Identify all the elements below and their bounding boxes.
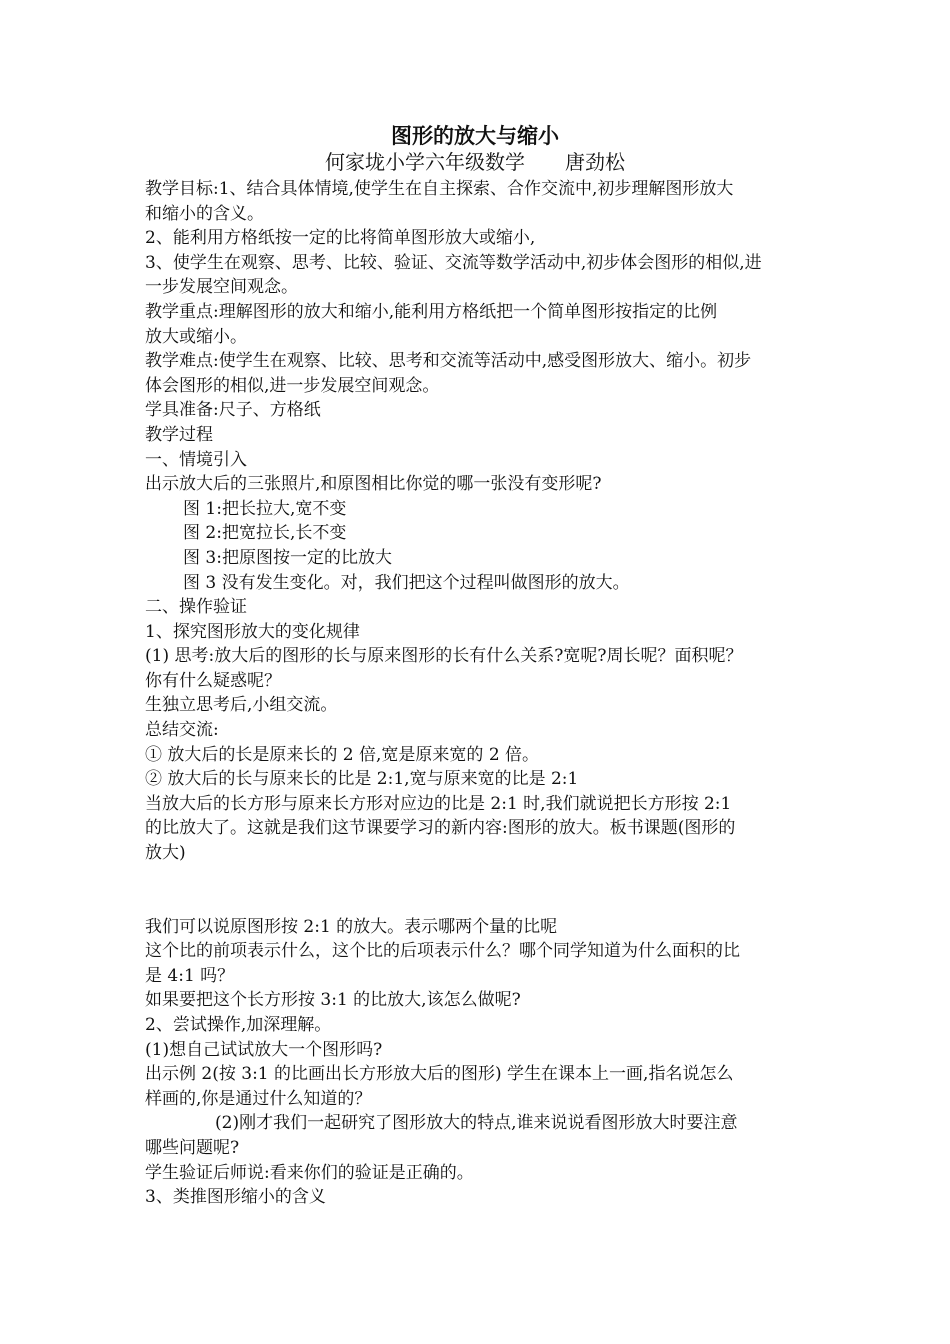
blank-space	[145, 866, 825, 915]
text-line: 放大或缩小。	[145, 326, 247, 347]
text-line: 教学目标:1、结合具体情境,使学生在自主探索、合作交流中,初步理解图形放大	[145, 179, 734, 199]
text-line: 二、操作验证	[145, 597, 247, 618]
text-line: 生独立思考后,小组交流。	[145, 695, 338, 716]
document-body	[145, 177, 825, 1210]
text-line: 和缩小的含义。	[145, 203, 264, 224]
text-line: 学具准备:尺子、方格纸	[145, 400, 321, 421]
text-line: 2、能利用方格纸按一定的比将简单图形放大或缩小,	[145, 228, 536, 249]
text-line: 图 1:把长拉大,宽不变	[183, 498, 347, 519]
text-line: 图 3:把原图按一定的比放大	[183, 547, 392, 568]
text-line: 教学过程	[145, 424, 213, 445]
text-line: 体会图形的相似,进一步发展空间观念。	[145, 375, 440, 396]
text-line: 是 4:1 吗？	[145, 965, 235, 986]
text-line: 图 3 没有发生变化。对，我们把这个过程叫做图形的放大。	[183, 572, 630, 593]
text-line: 出示放大后的三张照片,和原图相比你觉的哪一张没有变形呢?	[145, 474, 602, 495]
text-line: 如果要把这个长方形按 3:1 的比放大,该怎么做呢?	[145, 990, 521, 1011]
text-line: 这个比的前项表示什么，这个比的后项表示什么？哪个同学知道为什么面积的比	[145, 941, 740, 962]
text-line: 我们可以说原图形按 2:1 的放大。表示哪两个量的比呢	[145, 916, 558, 937]
text-line: 样画的,你是通过什么知道的？	[145, 1088, 372, 1109]
school-name: 何家垅小学六年级数学	[325, 150, 525, 174]
text-line: 一、情境引入	[145, 449, 247, 470]
author-name: 唐劲松	[565, 150, 625, 174]
text-line: 你有什么疑惑呢？	[145, 670, 281, 691]
text-line: 出示例 2(按 3:1 的比画出长方形放大后的图形) 学生在课本上一画,指名说怎么	[145, 1064, 734, 1085]
text-line: 3、使学生在观察、思考、比较、验证、交流等数学活动中,初步体会图形的相似,进	[145, 252, 762, 273]
text-line: 放大)	[145, 843, 186, 864]
text-line: (1)想自己试试放大一个图形吗?	[145, 1039, 383, 1060]
text-line: 2、尝试操作,加深理解。	[145, 1015, 332, 1035]
text-line: 3、类推图形缩小的含义	[145, 1187, 326, 1208]
text-line: 总结交流:	[145, 720, 219, 741]
document-title: 图形的放大与缩小	[391, 123, 559, 148]
text-line: ① 放大后的长是原来长的 2 倍,宽是原来宽的 2 倍。	[145, 744, 540, 765]
text-line: 图 2:把宽拉长,长不变	[183, 523, 347, 544]
text-line: 哪些问题呢?	[145, 1137, 240, 1158]
text-line: 当放大后的长方形与原来长方形对应边的比是 2:1 时,我们就说把长方形按 2:1	[145, 793, 732, 814]
text-line: (1) 思考:放大后的图形的长与原来图形的长有什么关系?宽呢?周长呢？面积呢？	[145, 646, 743, 667]
document-subtitle	[0, 148, 950, 176]
text-line: 教学难点:使学生在观察、比较、思考和交流等活动中,感受图形放大、缩小。初步	[145, 351, 752, 372]
text-line: 的比放大了。这就是我们这节课要学习的新内容:图形的放大。板书课题(图形的	[145, 818, 736, 839]
text-line: 教学重点:理解图形的放大和缩小,能利用方格纸把一个简单图形按指定的比例	[145, 301, 718, 322]
text-line: ② 放大后的长与原来长的比是 2:1,宽与原来宽的比是 2:1	[145, 769, 579, 790]
text-line: (2)刚才我们一起研究了图形放大的特点,谁来说说看图形放大时要注意	[215, 1113, 738, 1134]
text-line: 学生验证后师说:看来你们的验证是正确的。	[145, 1162, 474, 1183]
text-line: 一步发展空间观念。	[145, 277, 298, 298]
text-line: 1、探究图形放大的变化规律	[145, 621, 360, 642]
